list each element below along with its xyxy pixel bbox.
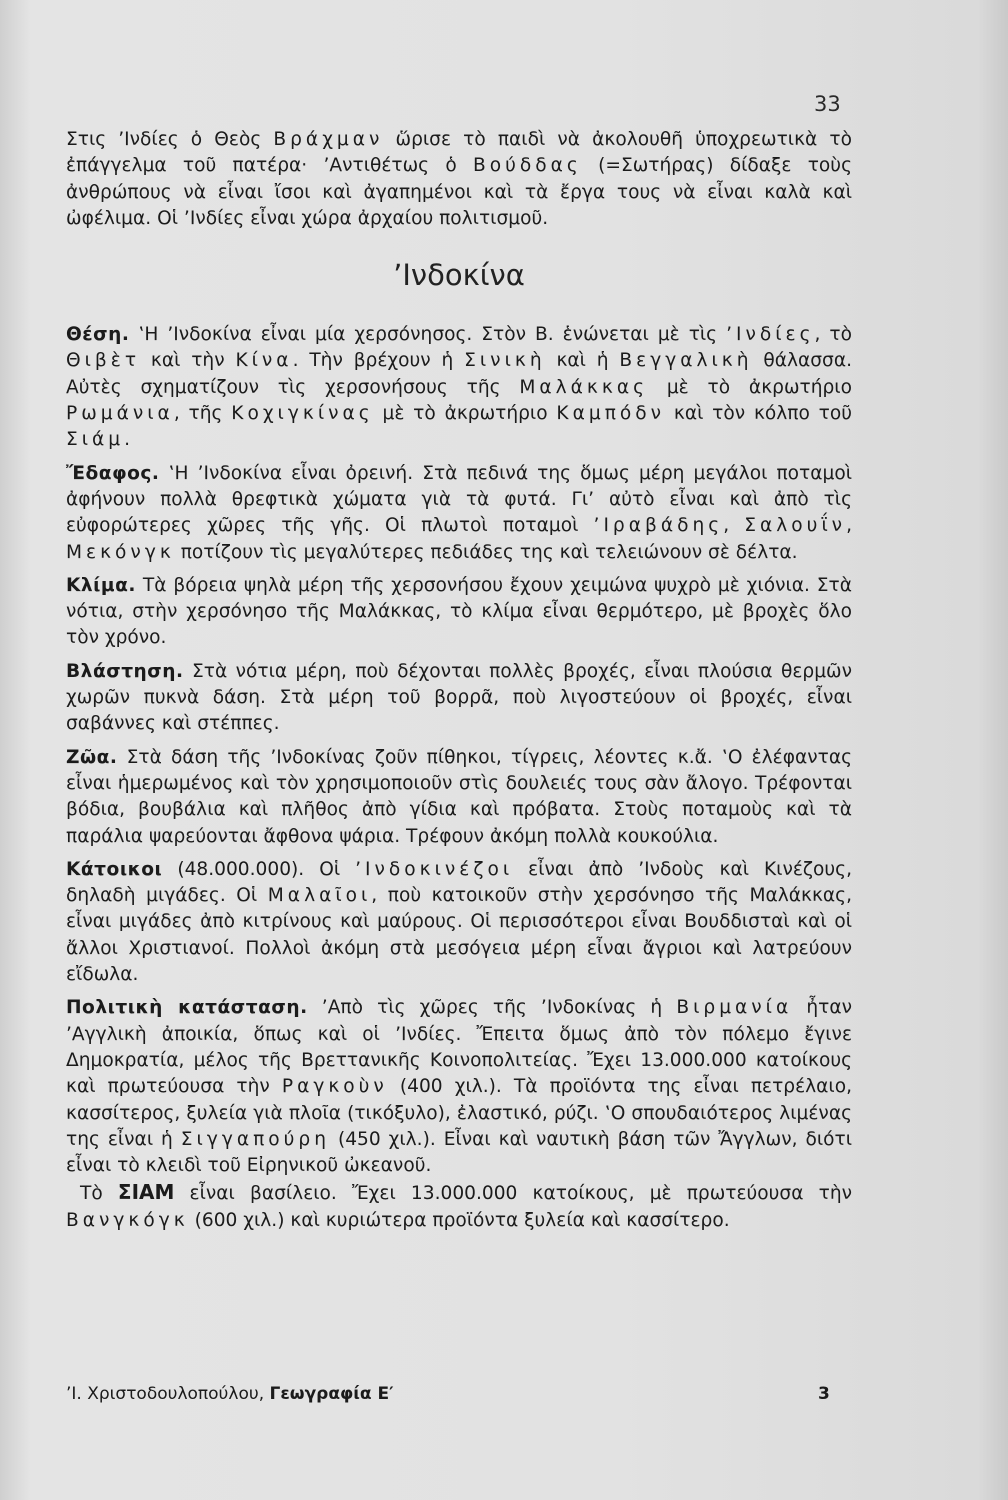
paragraph-thesi [66, 322, 852, 453]
text-run: ποτίζουν τὶς μεγαλύτερες πεδιάδες της καὶ τελειώνουν σὲ δέλτα. [174, 541, 798, 563]
text-run: ’Απὸ τὶς χῶρες τῆς ’Ινδοκίνας ἡ [307, 997, 677, 1019]
spaced-term: Βράχμαν [273, 129, 384, 150]
text-run: ‛Η ’Ινδοκίνα εἶναι μία χερσόνησος. Στὸν Β. ἑνώνεται μὲ τὶς [129, 324, 727, 346]
paragraph-zoa [66, 745, 852, 850]
text-run: καὶ τὸν κόλπο τοῦ [665, 403, 853, 425]
spaced-term: Κοχιγκίνας [231, 403, 374, 425]
page-body [66, 127, 852, 1234]
spaced-term: Ρωμάνια [66, 403, 174, 425]
section-heading: ’Ινδοκίνα [393, 258, 525, 293]
paragraph-label: Βλάστηση. [66, 660, 184, 682]
spaced-term: Μαλαῖοι [267, 885, 372, 907]
paragraph-label: Κλίμα. [66, 574, 136, 596]
paragraph-politiki [66, 995, 852, 1179]
text-run: Στὰ δάση τῆς ’Ινδοκίνας ζοῦν πίθηκοι, τίγρεις, λέοντες κ.ἄ. ‛Ο ἐλέφαντας εἶναι ἡμερωμένος καὶ τὸν χρησιμοποιοῦν στὶς δουλειές τους σὰν ἄλογο. Τρέφονται βόδια, βουβάλια καὶ πλῆθος ἀπὸ γίδια καὶ πρόβατα. Στοὺς ποταμοὺς καὶ τὰ παράλια ψαρεύονται ἄφθονα ψάρια. Τρέφουν ἀκόμη πολλὰ κουκούλια. [66, 746, 852, 847]
page-footer [66, 1382, 836, 1406]
text-run: , τῆς [173, 403, 232, 425]
text-run: , τὸ [814, 324, 852, 346]
paragraph-label: ΣΙΑΜ [117, 1180, 175, 1205]
text-run: , [846, 515, 852, 537]
text-run: . Τὴν βρέχουν ἡ [292, 350, 465, 372]
spaced-term: ’Ινδοκινέζοι [355, 858, 514, 880]
spaced-term: Ραγκοὺν [281, 1076, 388, 1098]
paragraph-katoikoi [66, 857, 852, 988]
spaced-term: Σιγγαπούρη [180, 1128, 331, 1150]
text-run: Τὸ [80, 1183, 118, 1205]
paragraph-siam [66, 1179, 852, 1234]
text-run: θάλασσα. Αὐτὲς σχηματίζουν τὶς χερσονήσους τῆς [66, 350, 852, 398]
text-run: καὶ ἡ [545, 350, 620, 372]
paragraph-label: Κάτοικοι [66, 858, 163, 880]
text-run: , ποὺ κατοικοῦν στὴν χερσόνησο τῆς Μαλάκκας, εἶναι μιγάδες ἀπὸ κιτρίνους καὶ μαύρους. Οἱ περισσότεροι εἶναι Βουδδισταὶ καὶ οἱ ἄλλοι Χριστιανοί. Πολλοὶ ἀκόμη στὰ μεσόγεια μέρη εἶναι ἄγριοι καὶ λατρεύουν εἴδωλα. [66, 885, 852, 986]
spaced-term: Μαλάκκας [519, 376, 648, 398]
page-number: 33 [814, 92, 841, 116]
spaced-term: Βεγγαλικὴ [619, 350, 753, 372]
text-run: εἶναι βασίλειο. Ἔχει 13.000.000 κατοίκους, μὲ πρωτεύουσα τὴν [174, 1183, 853, 1205]
spaced-term: ’Ινδίες [726, 324, 815, 346]
text-run: μὲ τὸ ἀκρωτήριο [373, 403, 557, 425]
text-run: (400 χιλ.). Τὰ προϊόντα της εἶναι πετρέλαιο, κασσίτερος, ξυλεία γιὰ πλοῖα (τικόξυλο), ἐλαστικό, ρύζι. ‛Ο σπουδαιότερος λιμένας της εἶναι ἡ [66, 1076, 852, 1150]
text-run: (600 χιλ.) καὶ κυριώτερα προϊόντα ξυλεία καὶ κασσίτερο. [188, 1209, 730, 1231]
spaced-term: Σαλουΐν [744, 515, 847, 537]
text-run: εἶναι ἀπὸ ’Ινδοὺς καὶ Κινέζους, δηλαδὴ μιγάδες. Οἱ [66, 858, 852, 907]
signature-mark: 3 [818, 1384, 830, 1404]
paragraph-label: Πολιτικὴ κατάσταση. [66, 997, 308, 1019]
text-run: . [124, 429, 131, 451]
text-run: (48.000.000). Οἱ [162, 858, 356, 880]
paragraph-label: Ἔδαφος. [66, 462, 160, 484]
text-run: Στις ’Ινδίες ὁ Θεὸς [66, 129, 274, 150]
footer-author: ’Ι. Χριστοδουλοπούλου, [66, 1384, 270, 1404]
text-run: ‛Η ’Ινδοκίνα εἶναι ὀρεινή. Στὰ πεδινά της ὅμως μέρη μεγάλοι ποταμοὶ ἀφήνουν πολλὰ θρεφτικὰ χώματα γιὰ τὰ φυτά. Γι’ αὐτὸ εἶναι καὶ ἀπὸ τὶς εὐφορώτερες χῶρες τῆς γῆς. Οἱ πλωτοὶ ποταμοὶ [66, 462, 852, 537]
spaced-term: Καμπόδν [556, 403, 666, 425]
paragraph-label: Θέση. [66, 324, 130, 346]
text-run: Τὰ βόρεια ψηλὰ μέρη τῆς χερσονήσου ἔχουν χειμώνα ψυχρὸ μὲ χιόνια. Στὰ νότια, στὴν χερσόνησο τῆς Μαλάκκας, τὸ κλίμα εἶναι θερμότερο, μὲ βροχὲς ὅλο τὸν χρόνο. [66, 574, 852, 649]
spaced-term: Κίνα [235, 350, 293, 372]
spaced-term: Βούδδας [473, 155, 582, 177]
spaced-term: ’Ιραβάδης [593, 515, 724, 537]
spaced-term: Βανγκόγκ [66, 1209, 189, 1231]
text-run: καὶ τὴν [140, 350, 236, 372]
text-run: , [723, 515, 745, 537]
text-run: ὥρισε τὸ παιδὶ νὰ ἀκολουθῆ ὑποχρεωτικὰ τὸ ἐπάγγελμα τοῦ πατέρα· ’Αντιθέτως ὁ [66, 129, 852, 177]
text-run: ἦταν ’Αγγλικὴ ἀποικία, ὅπως καὶ οἱ ’Ινδίες. Ἔπειτα ὅμως ἀπὸ τὸν πόλεμο ἔγινε Δημοκρατία, μέλος τῆς Βρεττανικῆς Κοινοπολιτείας. Ἔχει 13.000.000 κατοίκους καὶ πρωτεύουσα τὴν [66, 997, 852, 1098]
text-run: Στὰ νότια μέρη, ποὺ δέχονται πολλὲς βροχές, εἶναι πλούσια θερμῶν χωρῶν πυκνὰ δάση. Στὰ μέρη τοῦ βορρᾶ, ποὺ λιγοστεύουν οἱ βροχές, εἶναι σαβάννες καὶ στέππες. [66, 660, 852, 735]
text-run: (450 χιλ.). Εἶναι καὶ ναυτικὴ βάση τῶν Ἄγγλων, διότι εἶναι τὸ κλειδὶ τοῦ Εἰρηνικοῦ ὠκεανοῦ. [66, 1128, 852, 1177]
spaced-term: Βιρμανία [676, 997, 793, 1019]
spaced-term: Σινικὴ [464, 350, 546, 372]
paragraph-vlastisi [66, 659, 852, 738]
intro-paragraph [66, 127, 852, 232]
paragraph-label: Ζῶα. [66, 746, 118, 768]
paragraph-edafos [66, 461, 852, 566]
spaced-term: Μεκόνγκ [66, 541, 175, 563]
footer-book-title: Γεωγραφία Ε′ [269, 1384, 394, 1404]
spaced-term: Σιάμ [66, 429, 125, 451]
paragraph-klima [66, 573, 852, 652]
text-run: μὲ τὸ ἀκρωτήριο [648, 376, 852, 398]
spaced-term: Θιβὲτ [66, 350, 141, 372]
text-run: (=Σωτήρας) δίδαξε τοὺς ἀνθρώπους νὰ εἶναι ἴσοι καὶ ἀγαπημένοι καὶ τὰ ἔργα τους νὰ εἶναι καλὰ καὶ ὠφέλιμα. Οἱ ’Ινδίες εἶναι χώρα ἀρχαίου πολιτισμοῦ. [66, 155, 852, 229]
